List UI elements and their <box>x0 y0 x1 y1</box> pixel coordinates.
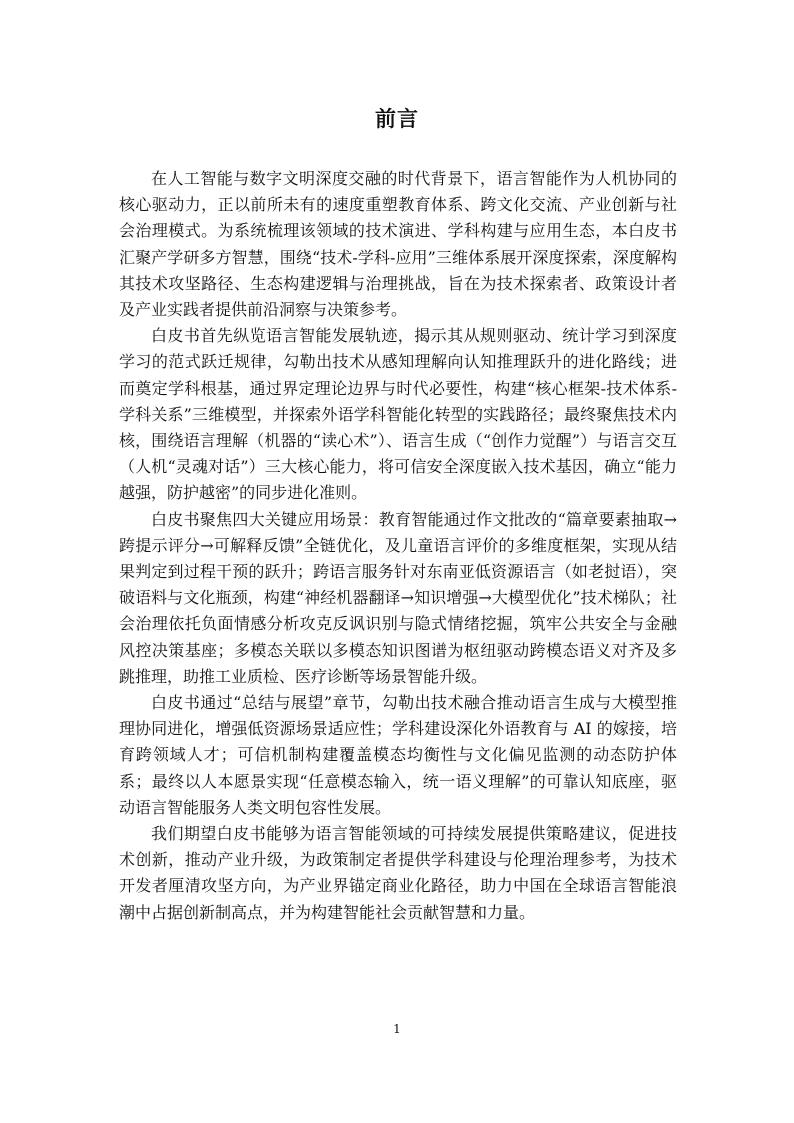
paragraph-2: 白皮书首先纵览语言智能发展轨迹，揭示其从规则驱动、统计学习到深度学习的范式跃迁规律，勾勒出技术从感知理解向认知推理跃升的进化路线；进而奠定学科根基，通过界定理论边界与时代必要性，构建“核心框架-技术体系-学科关系”三维模型，并探索外语学科智能化转型的实践路径；最终聚焦技术内核，围绕语言理解（机器的“读心术”）、语言生成（“创作力觉醒”）与语言交互（人机“灵魂对话”）三大核心能力，将可信安全深度嵌入技术基因，确立“能力越强，防护越密”的同步进化准则。 <box>119 326 677 503</box>
paragraph-1: 在人工智能与数字文明深度交融的时代背景下，语言智能作为人机协同的核心驱动力，正以前所未有的速度重塑教育体系、跨文化交流、产业创新与社会治理模式。为系统梳理该领域的技术演进、学科构建与应用生态，本白皮书汇聚产学研多方智慧，围绕“技术-学科-应用”三维体系展开深度探索，深度解构其技术攻坚路径、生态构建逻辑与治理挑战，旨在为技术探索者、政策设计者及产业实践者提供前沿洞察与决策参考。 <box>119 169 677 320</box>
paragraph-4: 白皮书通过“总结与展望”章节，勾勒出技术融合推动语言生成与大模型推理协同进化，增强低资源场景适应性；学科建设深化外语教育与 AI 的嫁接，培育跨领域人才；可信机制构建覆盖模态均衡性与文化偏见监测的动态防护体系；最终以人本愿景实现“任意模态输入，统一语义理解”的可靠认知底座，驱动语言智能服务人类文明包容性发展。 <box>119 693 677 817</box>
preface-body <box>119 166 677 926</box>
paragraph-3: 白皮书聚焦四大关键应用场景：教育智能通过作文批改的“篇章要素抽取→跨提示评分→可解释反馈”全链优化，及儿童语言评价的多维度框架，实现从结果判定到过程干预的跃升；跨语言服务针对东南亚低资源语言（如老挝语），突破语料与文化瓶颈，构建“神经机器翻译→知识增强→大模型优化”技术梯队；社会治理依托负面情感分析攻克反讽识别与隐式情绪挖掘，筑牢公共安全与金融风控决策基座；多模态关联以多模态知识图谱为枢纽驱动跨模态语义对齐及多跳推理，助推工业质检、医疗诊断等场景智能升级。 <box>119 509 677 686</box>
page-number: 1 <box>393 1022 401 1036</box>
page-title: 前言 <box>375 106 419 131</box>
paragraph-5: 我们期望白皮书能够为语言智能领域的可持续发展提供策略建议，促进技术创新，推动产业升级，为政策制定者提供学科建设与伦理治理参考，为技术开发者厘清攻坚方向，为产业界锚定商业化路径，助力中国在全球语言智能浪潮中占据创新制高点，并为构建智能社会贡献智慧和力量。 <box>119 824 677 922</box>
